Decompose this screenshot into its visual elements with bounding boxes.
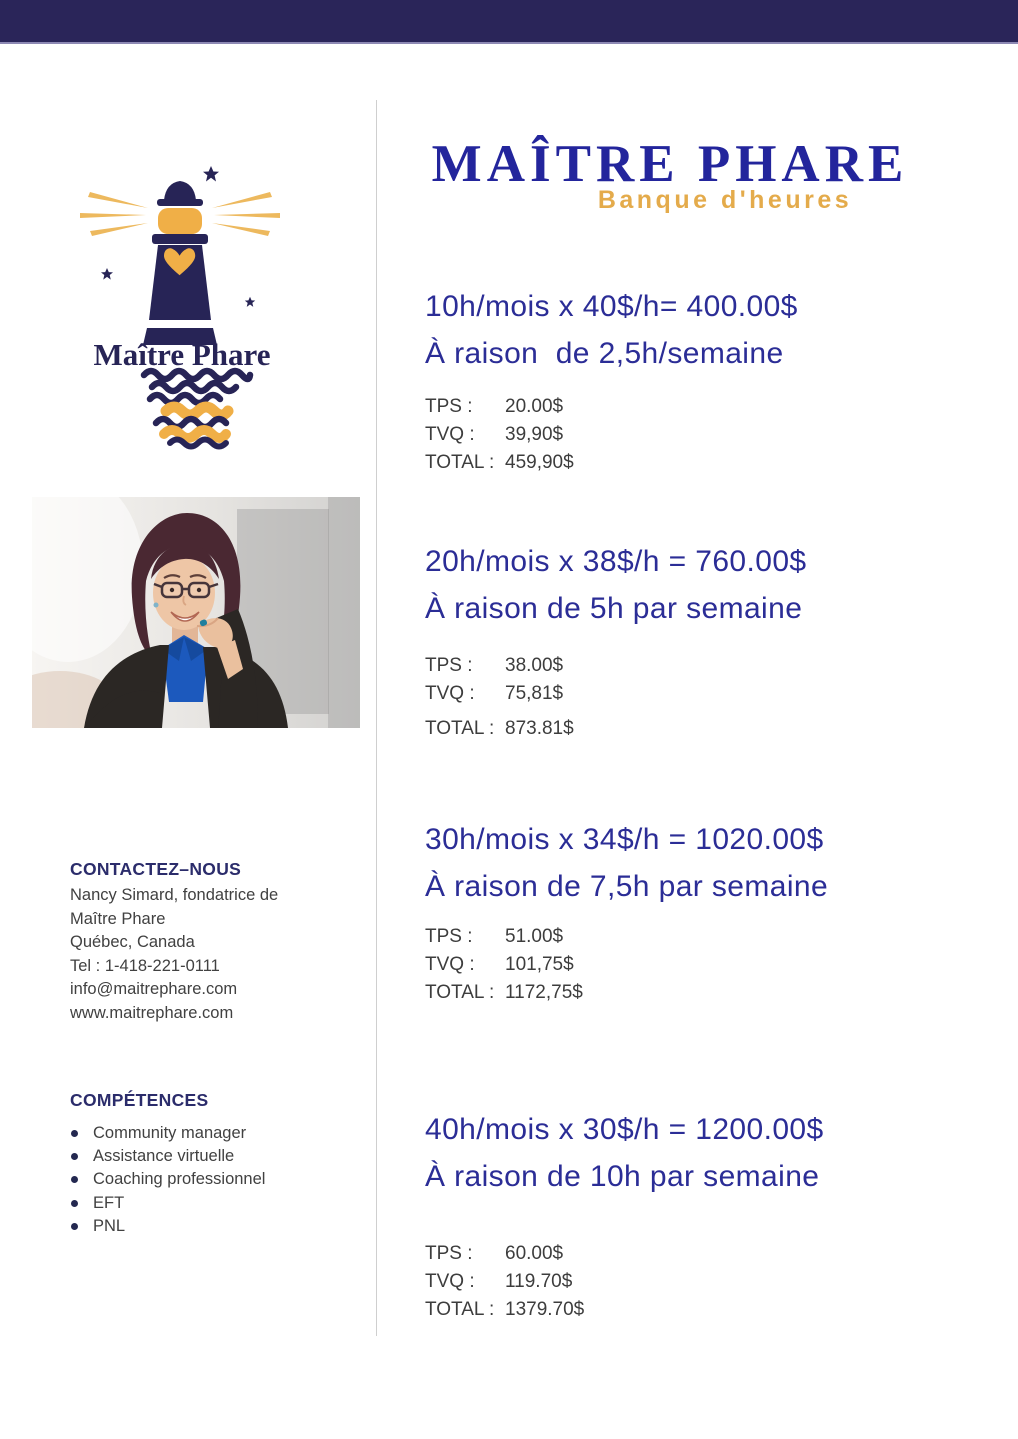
tax-label: TVQ : [425, 683, 475, 704]
tax-value: 873.81$ [505, 718, 574, 739]
tax-label: TPS : [425, 396, 473, 417]
pricing-block-10h [425, 283, 1000, 477]
tax-value: 38.00$ [505, 655, 564, 676]
tax-value: 60.00$ [505, 1243, 564, 1264]
tax-label: TOTAL : [425, 452, 495, 473]
tax-value: 101,75$ [505, 954, 574, 975]
list-item: EFT [68, 1192, 368, 1215]
plan-subline: À raison de 10h par semaine [425, 1160, 820, 1193]
plan-taxes [425, 923, 1000, 1007]
tax-label: TOTAL : [425, 982, 495, 1003]
pricing-block-40h [425, 1106, 1000, 1324]
tax-label: TVQ : [425, 954, 475, 975]
tax-value: 459,90$ [505, 452, 574, 473]
tax-value: 51.00$ [505, 926, 564, 947]
pricing-block-30h [425, 816, 1000, 1007]
page-title: MAÎTRE PHARE [431, 134, 909, 193]
top-banner [0, 0, 1018, 44]
contact-line-name: Nancy Simard, fondatrice de [70, 886, 279, 904]
tax-label: TPS : [425, 655, 473, 676]
portrait-photo [32, 497, 360, 728]
tax-value: 39,90$ [505, 424, 564, 445]
star-icon [245, 297, 255, 307]
plan-headline: 30h/mois x 34$/h = 1020.00$ [425, 823, 824, 856]
tax-value: 20.00$ [505, 396, 564, 417]
contact-line-location: Québec, Canada [70, 933, 195, 951]
competences-heading: COMPÉTENCES [70, 1089, 209, 1110]
contact-line-email: info@maitrephare.com [70, 980, 238, 998]
contact-line-website: www.maitrephare.com [70, 1003, 234, 1022]
tax-value: 75,81$ [505, 683, 564, 704]
logo-waves [144, 371, 250, 447]
list-item: Assistance virtuelle [68, 1145, 368, 1168]
page-subtitle: Banque d'heures [597, 186, 853, 214]
plan-headline: 40h/mois x 30$/h = 1200.00$ [425, 1113, 824, 1146]
plan-taxes [425, 393, 1000, 477]
plan-taxes [425, 652, 1000, 743]
contact-line-company: Maître Phare [70, 909, 166, 928]
list-item: PNL [68, 1215, 368, 1238]
competences-list [68, 1122, 368, 1238]
plan-taxes [425, 1240, 1000, 1324]
tax-value: 1379.70$ [505, 1299, 585, 1320]
plan-subline: À raison de 5h par semaine [425, 592, 803, 625]
tax-value: 1172,75$ [505, 982, 583, 1003]
star-icon [203, 166, 219, 182]
plan-subline: À raison de 2,5h/semaine [425, 337, 784, 370]
list-item: Coaching professionnel [68, 1168, 368, 1191]
tax-label: TPS : [425, 926, 473, 947]
tax-label: TOTAL : [425, 718, 495, 739]
tax-value: 119.70$ [505, 1271, 573, 1292]
tax-label: TVQ : [425, 424, 475, 445]
contact-line-phone: Tel : 1-418-221-0111 [70, 956, 220, 975]
plan-headline: 10h/mois x 40$/h= 400.00$ [425, 290, 798, 323]
lighthouse-icon [80, 166, 280, 345]
plan-headline: 20h/mois x 38$/h = 760.00$ [425, 545, 807, 578]
logo-wordmark: Maître Phare [93, 337, 271, 372]
star-icon [101, 268, 113, 280]
tax-label: TPS : [425, 1243, 473, 1264]
pricing-block-20h [425, 538, 1000, 743]
maitre-phare-logo [78, 166, 290, 451]
tax-label: TOTAL : [425, 1299, 495, 1320]
contact-info [70, 884, 370, 1025]
tax-label: TVQ : [425, 1271, 475, 1292]
plan-subline: À raison de 7,5h par semaine [425, 870, 829, 903]
list-item: Community manager [68, 1122, 368, 1145]
column-divider [376, 100, 377, 1336]
contact-heading: CONTACTEZ–NOUS [70, 858, 242, 879]
